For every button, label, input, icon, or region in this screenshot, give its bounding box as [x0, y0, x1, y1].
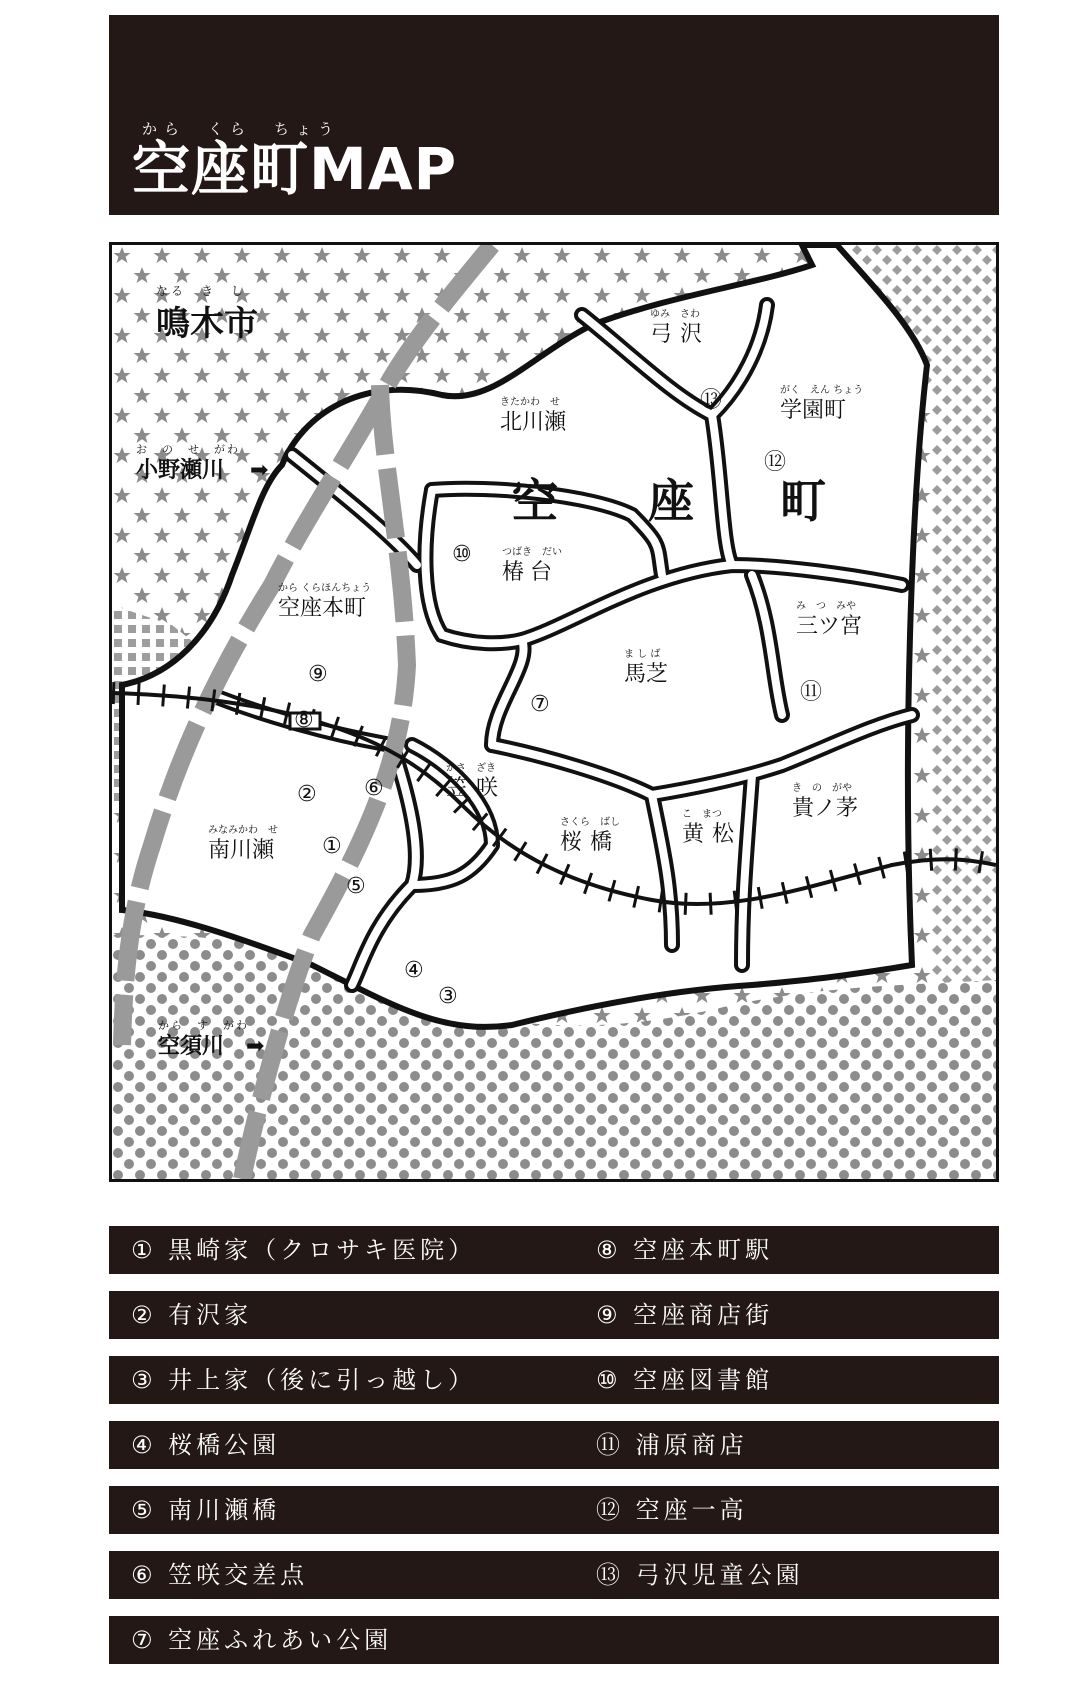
svg-text:さくら ばし: さくら ばし [560, 817, 620, 828]
svg-text:空座本町: 空座本町 [278, 596, 367, 621]
district-kinogaya[interactable] [792, 782, 858, 821]
neighbor-city-name: 鳴木市 [156, 304, 258, 344]
marker-4[interactable]: ④ [404, 958, 424, 983]
legend-row [109, 1551, 999, 1599]
marker-3[interactable]: ③ [438, 984, 458, 1009]
legend-item[interactable]: ③ 井上家（後に引っ越し） [131, 1366, 477, 1394]
marker-11[interactable]: ⑪ [800, 680, 823, 705]
legend-item[interactable]: ⑨ 空座商店街 [596, 1301, 774, 1329]
district-karakura-honcho[interactable] [278, 582, 371, 621]
svg-text:貴ノ茅: 貴ノ茅 [792, 796, 859, 821]
svg-text:ゆみ さわ: ゆみ さわ [650, 309, 700, 320]
onose-river-label: 小野瀬川 [136, 458, 225, 483]
legend-item[interactable]: ⑪ 浦原商店 [596, 1431, 748, 1459]
neighbor-city-ruby: なる き し [156, 284, 247, 298]
legend-item[interactable]: ⑫ 空座一高 [596, 1496, 748, 1524]
svg-text:北川瀬: 北川瀬 [500, 410, 567, 435]
marker-8[interactable]: ⑧ [294, 708, 314, 733]
svg-text:がく えん ちょう: がく えん ちょう [780, 385, 864, 396]
map-canvas [112, 245, 996, 1179]
legend-item[interactable]: ⑥ 笠咲交差点 [131, 1561, 309, 1589]
svg-text:弓沢: 弓沢 [650, 322, 711, 347]
svg-text:こ まつ: こ まつ [682, 809, 722, 820]
svg-text:かさ ざき: かさ ざき [446, 763, 496, 774]
marker-1[interactable]: ① [322, 834, 342, 859]
town-name-char: 町 [780, 474, 826, 528]
karasu-river-label: 空須川 [158, 1034, 225, 1059]
district-mitsumiya[interactable] [796, 600, 862, 639]
svg-text:き の がや: き の がや [792, 783, 852, 794]
marker-13[interactable]: ⑬ [700, 388, 723, 413]
title-ruby: から くら ちょう [142, 120, 341, 138]
onose-river-ruby: お の せ がわ [136, 443, 240, 456]
svg-text:笠咲: 笠咲 [446, 776, 507, 801]
district-sakurabashi[interactable] [560, 816, 620, 855]
legend-item[interactable]: ⑧ 空座本町駅 [596, 1236, 774, 1264]
legend-row [109, 1616, 999, 1664]
karasu-river-ruby: から す がわ [158, 1019, 249, 1032]
town-map[interactable] [109, 242, 999, 1182]
legend-row [109, 1421, 999, 1469]
svg-text:ま し ば: ま し ば [624, 649, 661, 660]
district-kitakawase[interactable] [500, 396, 567, 435]
marker-10[interactable]: ⑩ [452, 542, 472, 567]
arrow-right-icon: ➡ [250, 458, 269, 483]
arrow-right-icon: ➡ [246, 1034, 265, 1059]
marker-12[interactable]: ⑫ [764, 450, 787, 475]
town-name-char: 空 [512, 474, 558, 528]
svg-text:きたかわ せ: きたかわ せ [500, 397, 560, 408]
marker-2[interactable]: ② [297, 782, 317, 807]
legend-row [109, 1356, 999, 1404]
svg-text:学園町: 学園町 [780, 398, 847, 423]
district-tsubakidai[interactable] [502, 546, 562, 585]
marker-7[interactable]: ⑦ [530, 692, 550, 717]
svg-text:桜橋: 桜橋 [560, 830, 621, 855]
svg-text:三ツ宮: 三ツ宮 [796, 614, 863, 639]
town-name-char: 座 [648, 474, 694, 528]
svg-text:つばき だい: つばき だい [502, 547, 562, 558]
page-title: 空座町MAP [132, 135, 458, 203]
marker-9[interactable]: ⑨ [308, 662, 328, 687]
legend-item[interactable]: ⑩ 空座図書館 [596, 1366, 774, 1394]
svg-text:椿台: 椿台 [502, 560, 559, 585]
legend-item[interactable]: ① 黒崎家（クロサキ医院） [131, 1236, 477, 1264]
legend-item[interactable]: ⑤ 南川瀬橋 [131, 1496, 281, 1524]
legend-row [109, 1291, 999, 1339]
svg-text:黄松: 黄松 [682, 822, 743, 847]
legend-item[interactable]: ⑦ 空座ふれあい公園 [131, 1626, 393, 1654]
svg-text:から くらほんちょう: から くらほんちょう [278, 583, 372, 594]
marker-6[interactable]: ⑥ [364, 776, 384, 801]
legend-item[interactable]: ⑬ 弓沢児童公園 [596, 1561, 804, 1589]
legend-item[interactable]: ② 有沢家 [131, 1301, 253, 1329]
marker-5[interactable]: ⑤ [346, 874, 366, 899]
svg-text:み つ みや: み つ みや [796, 601, 856, 612]
svg-text:南川瀬: 南川瀬 [208, 838, 275, 863]
svg-text:馬芝: 馬芝 [624, 662, 669, 687]
legend-row [109, 1486, 999, 1534]
legend-item[interactable]: ④ 桜橋公園 [131, 1431, 281, 1459]
svg-text:みなみかわ せ: みなみかわ せ [208, 825, 278, 836]
legend-row [109, 1226, 999, 1274]
district-minamikawase[interactable] [208, 824, 278, 863]
